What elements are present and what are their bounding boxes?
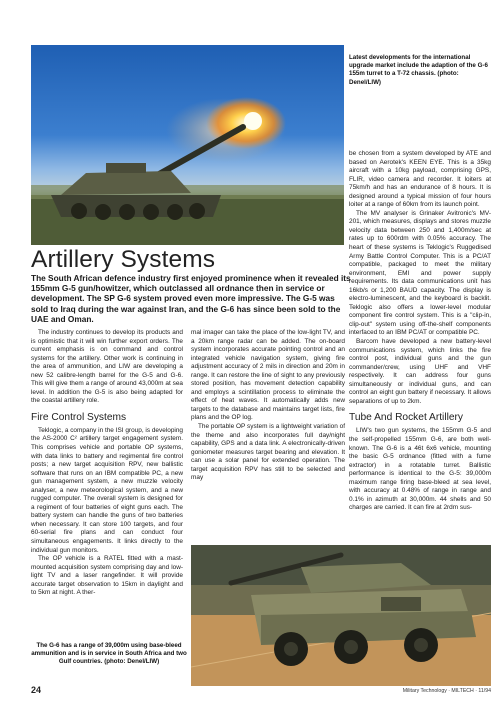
text-column-3 [349, 150, 491, 513]
section-heading-fire-control: Fire Control Systems [31, 411, 127, 423]
paragraph: Teklogic, a company in the ISI group, is developing the AS-2000 C² artillery target engagement system. This comprises vehicle and portable OP systems, with data links to battery and regimental fire control posts; a new target acquisition RPV, new ballistic software that runs on an IBM compatible PC, a new gun management system, a new muzzle velocity analyser, a new meteorological system, and a new rugged computer. The overall system is designed for a regiment of four batteries of eight guns each. The battery system can handle the guns of two batteries when necessary. It can store 100 targets, and four 60-serial fire plans and can conduct four simultaneous engagements. It links directly to the individual gun monitors. [31, 426, 183, 554]
text-column-1 [31, 329, 183, 598]
photo-illustration [191, 545, 491, 686]
bottom-photo-caption: The G-6 has a range of 39,000m using base-bleed ammunition and is in service in South Africa and two Gulf countries. (photo: Denel/LIW) [31, 642, 187, 666]
section-heading-tube-rocket: Tube And Rocket Artillery [349, 412, 464, 424]
paragraph: The MV analyser is Grinaker Avitronic's MV-201, which measures, displays and stores muzzle velocity data between 250 and 1,400m/sec at rates up to 600rdm with 0.05% accuracy. The heart of these systems is Teklogic's Ruggedised Army Battle Control Computer. This is a PC/AT compatible, packaged to meet the military environment, EMI and power supply requirements. Its data communications unit has 16kb/s or 1,200 BAUD capacity. The display is electro-luminescent, and the keyboard is backlit. Teklogic also offers a lower-level modular component fire control system. This is a "clip-in, clip-out" system using off-the-shelf components interfaced to an IBM PC/AT or compatible PC. [349, 209, 491, 337]
article-lead: The South African defence industry first enjoyed prominence when it revealed its 155mm G-5 gun/howitzer, which outclassed all ordnance then in service or development. The SP G-6 system proved even more impressive. The G-5 was sold to Iraq during the war against Iran, and the G-6 has since been sold to the UAE and Oman. [31, 273, 351, 324]
photo-g6-howitzer [191, 545, 491, 686]
article-title: Artillery Systems [31, 246, 216, 273]
top-photo-caption: Latest developments for the international upgrade market include the adaption of the G-6 155m turret to a T-72 chassis. (photo: Denel/LIW) [349, 54, 488, 86]
paragraph: be chosen from a system developed by ATE and based on Aerotek's KEEN EYE. This is a 35kg aircraft with a 10kg payload, comprising GPS, FLIR, video camera and recorder. It loiters at 75km/h and has an endurance of 8 hours. It is designed around a typical mission of four hours loiter at a range of 60km from its launch point. [349, 150, 491, 209]
photo-g6-turret-on-t72 [31, 45, 344, 245]
paragraph: The OP vehicle is a RATEL fitted with a mast-mounted acquisition system comprising day and low-light TV and a laser rangefinder. It will provide accurate target observation to 15km in daylight and to 5km at night. A ther- [31, 555, 183, 597]
page-footer: Military Technology · MILTECH · 11/94 [402, 688, 491, 694]
paragraph: LIW's two gun systems, the 155mm G-5 and the self-propelled 155mm G-6, are both well-known. The G-6 is a 46t 6x6 vehicle, mounting the basic G-5 ordnance (fitted with a fume extractor) in a rotatable turret. Ballistic performance is identical to the G-5: 39,000m maximum range firing base-bleed at sea level, with accuracy at 0.48% of range in range and 0.1% in azimuth at 30,000m. 44 shells and 50 charges are carried. It can fire at 2rdm sus- [349, 427, 491, 512]
text-column-2 [191, 329, 345, 483]
paragraph: mal imager can take the place of the low-light TV, and a 20km range radar can be added. The on-board system incorporates accurate pointing control and an integrated vehicle navigation system, giving fire adjustment accuracy of 2 mils in direction and 20m in range. It can restore the line of sight to any previously stored position, has movement detection capability and employs a scintillation process to eliminate the effect of heat waves. It automatically adds new targets to the database and maintains target lists, fire plans and the OP log. [191, 329, 345, 422]
photo-illustration [31, 45, 344, 245]
page-number: 24 [31, 685, 42, 695]
paragraph: The industry continues to develop its products and is optimistic that it will win further export orders. The current emphasis is on command and control systems for the artillery. Other work is continuing in the area of ammunition, and LIW are developing a new 52 calibre-length barrel for the G-5 and G-6. This will give them a range of around 43,000m at sea level. In addition the G-5 is also being adapted for the coastal artillery role. [31, 329, 183, 405]
paragraph: The portable OP system is a lightweight variation of the theme and also incorporates full day/night capability, GPS and a data link. A electronically-driven goniometer measures target bearing and elevation. It can use a solar panel for extended operation. The target acquisition RPV has still to be selected and may [191, 423, 345, 482]
paragraph: Barcom have developed a new battery-level communications system, which links the fire control post, individual guns and the gun commander/crew, using UHF and VHF respectively. It can address four guns simultaneously or individual guns, and can control an eight gun battery if necessary. It allows separations of up to 2km. [349, 338, 491, 405]
